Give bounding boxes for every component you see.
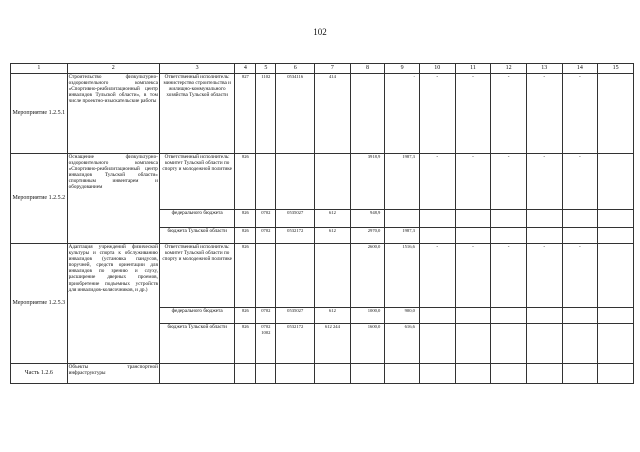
code-cell: 826 (235, 210, 256, 228)
code-cell (276, 364, 315, 384)
code-cell: 612 (315, 308, 351, 324)
column-number: 4 (235, 64, 256, 74)
value-cell (455, 308, 491, 324)
value-cell (598, 210, 634, 228)
activity-id: Мероприятие 1.2.5.3 (11, 244, 68, 364)
code-cell: 826 (235, 244, 256, 308)
value-cell: - (419, 244, 455, 308)
code-cell: 0532172 (276, 324, 315, 364)
value-cell (419, 210, 455, 228)
executor-cell: федерального бюджета (159, 210, 235, 228)
activity-description: Объекты транспортной инфраструктуры (67, 364, 159, 384)
column-number: 11 (455, 64, 491, 74)
executor-cell: Ответственный исполнитель: комитет Тульской области по спорту и молодежной политике (159, 154, 235, 210)
code-cell (276, 244, 315, 308)
amount-cell (350, 364, 385, 384)
amount-cell: 1987,3 (385, 228, 420, 244)
column-number: 14 (562, 64, 598, 74)
code-cell (276, 154, 315, 210)
amount-cell: 900,0 (385, 308, 420, 324)
amount-cell (385, 364, 420, 384)
value-cell (455, 210, 491, 228)
amount-cell: 616,6 (385, 324, 420, 364)
value-cell (598, 308, 634, 324)
column-number: 2 (67, 64, 159, 74)
executor-cell: бюджета Тульской области (159, 228, 235, 244)
value-cell (598, 364, 634, 384)
code-cell: 826 (235, 324, 256, 364)
code-cell: 1102 (256, 74, 276, 154)
value-cell (562, 228, 598, 244)
value-cell: - (526, 244, 562, 308)
value-cell: - (455, 74, 491, 154)
code-cell: 612 (315, 210, 351, 228)
code-cell (256, 364, 276, 384)
column-number: 6 (276, 64, 315, 74)
value-cell: - (491, 154, 527, 210)
value-cell (491, 308, 527, 324)
value-cell (419, 308, 455, 324)
value-cell: - (562, 244, 598, 308)
code-cell: 414 (315, 74, 351, 154)
value-cell (491, 324, 527, 364)
value-cell (598, 324, 634, 364)
amount-cell: 1600,0 (350, 324, 385, 364)
value-cell: - (491, 74, 527, 154)
value-cell (598, 154, 634, 210)
value-cell: - (419, 74, 455, 154)
amount-cell: - (385, 74, 420, 154)
value-cell: - (526, 154, 562, 210)
column-number: 15 (598, 64, 634, 74)
value-cell: - (455, 244, 491, 308)
value-cell (419, 228, 455, 244)
code-cell: 826 (235, 154, 256, 210)
code-cell (235, 364, 256, 384)
amount-cell: 2600,0 (350, 244, 385, 308)
value-cell (419, 324, 455, 364)
code-cell: 826 (235, 308, 256, 324)
value-cell (598, 244, 634, 308)
code-cell: 0534116 (276, 74, 315, 154)
table-body (11, 64, 634, 384)
value-cell (526, 308, 562, 324)
column-number: 10 (419, 64, 455, 74)
value-cell: - (491, 244, 527, 308)
code-cell: 826 (235, 228, 256, 244)
amount-cell: 1516,6 (385, 244, 420, 308)
value-cell (562, 210, 598, 228)
column-number: 1 (11, 64, 68, 74)
value-cell: - (562, 74, 598, 154)
code-cell: 0532172 (276, 228, 315, 244)
value-cell (526, 228, 562, 244)
value-cell (455, 324, 491, 364)
column-number: 13 (526, 64, 562, 74)
code-cell (315, 154, 351, 210)
value-cell (491, 364, 527, 384)
table-row (11, 74, 634, 154)
code-cell (256, 154, 276, 210)
executor-cell: федерального бюджета (159, 308, 235, 324)
value-cell: - (562, 154, 598, 210)
value-cell (491, 210, 527, 228)
activity-id: Часть 1.2.6 (11, 364, 68, 384)
column-number: 7 (315, 64, 351, 74)
value-cell (526, 324, 562, 364)
value-cell (419, 364, 455, 384)
activity-description: Адаптация учреждений физической культуры и спорта к обслуживанию инвалидов (установка пандусов, поручней, средств ориентации для инвалидов по зрению и слуху, расширение дверных проемов, приобретение подъемных устройств для инвалидов-колясочников, и др.) (67, 244, 159, 364)
column-number: 9 (385, 64, 420, 74)
column-number: 5 (256, 64, 276, 74)
code-cell: 0702 (256, 210, 276, 228)
value-cell: - (419, 154, 455, 210)
amount-cell: 3918,9 (350, 154, 385, 210)
table-row (11, 244, 634, 308)
column-number-row (11, 64, 634, 74)
value-cell (562, 364, 598, 384)
program-table (10, 63, 634, 384)
amount-cell (350, 74, 385, 154)
code-cell: 0702 1002 (256, 324, 276, 364)
executor-cell: Ответственный исполнитель: комитет Тульской области по спорту и молодежной политике (159, 244, 235, 308)
executor-cell (159, 364, 235, 384)
value-cell (562, 324, 598, 364)
code-cell (315, 364, 351, 384)
value-cell (455, 364, 491, 384)
activity-description: Строительство физкультурно-оздоровительного комплекса «Спортивно-реабилитационный центр инвалидов Тульской области», в том числе проектно-изыскательские работы (67, 74, 159, 154)
activity-description: Оснащение физкультурно-оздоровительного комплекса «Спортивно-реабилитационный центр инвалидов Тульской области» спортивным инвентарем и оборудованием (67, 154, 159, 244)
code-cell: 612 244 (315, 324, 351, 364)
amount-cell: 2970,0 (350, 228, 385, 244)
table-row (11, 154, 634, 210)
value-cell: - (526, 74, 562, 154)
code-cell (256, 244, 276, 308)
value-cell (526, 210, 562, 228)
column-number: 3 (159, 64, 235, 74)
amount-cell: 1987,3 (385, 154, 420, 210)
code-cell: 0535027 (276, 308, 315, 324)
value-cell (455, 228, 491, 244)
activity-id: Мероприятие 1.2.5.1 (11, 74, 68, 154)
executor-cell: бюджета Тульской области (159, 324, 235, 364)
value-cell (491, 228, 527, 244)
code-cell: 0702 (256, 228, 276, 244)
code-cell: 612 (315, 228, 351, 244)
value-cell (562, 308, 598, 324)
value-cell (526, 364, 562, 384)
value-cell (598, 228, 634, 244)
executor-cell: Ответственный исполнитель: министерство строительства и жилищно-коммунального хозяйства Тульской области (159, 74, 235, 154)
amount-cell: 948,9 (350, 210, 385, 228)
amount-cell: 1000,0 (350, 308, 385, 324)
code-cell (315, 244, 351, 308)
value-cell (598, 74, 634, 154)
amount-cell (385, 210, 420, 228)
activity-id: Мероприятие 1.2.5.2 (11, 154, 68, 244)
code-cell: 0535027 (276, 210, 315, 228)
page-number: 102 (313, 27, 327, 37)
column-number: 8 (350, 64, 385, 74)
table-row (11, 364, 634, 384)
code-cell: 827 (235, 74, 256, 154)
column-number: 12 (491, 64, 527, 74)
value-cell: - (455, 154, 491, 210)
code-cell: 0702 (256, 308, 276, 324)
